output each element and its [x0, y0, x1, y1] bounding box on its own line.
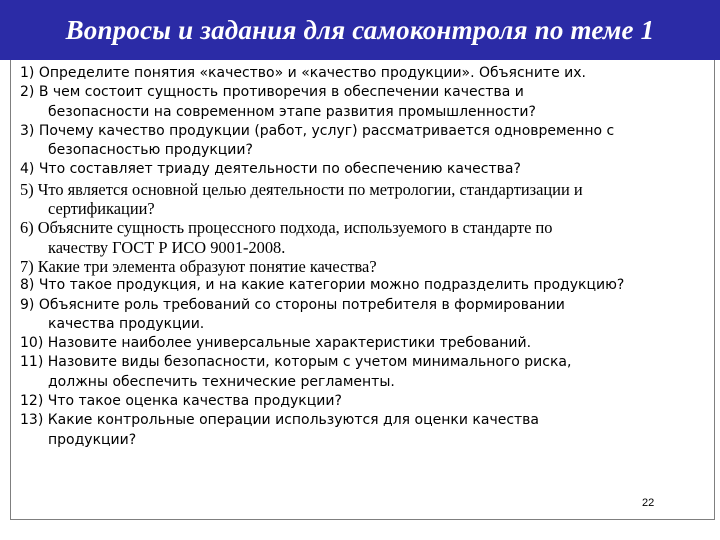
question-item: 2) В чем состоит сущность противоречия в обеспечении качества и безопасности на современном этапе развития промышленности?	[20, 84, 536, 120]
question-item: 9) Объясните роль требований со стороны потребителя в формировании качества продукции.	[20, 296, 565, 332]
question-item: 13) Какие контрольные операции используются для оценки качества продукции?	[20, 412, 540, 448]
question-item: 10) Назовите наиболее универсальные характеристики требований.	[20, 335, 532, 352]
question-item: 6) Объясните сущность процессного подхода, используемого в стандарте по качеству ГОСТ Р ИСО 9001-2008.	[20, 218, 553, 257]
question-item: 4) Что составляет триаду деятельности по обеспечению качества?	[20, 161, 521, 178]
question-item: 1) Определите понятия «качество» и «качество продукции». Объясните их.	[20, 65, 586, 81]
question-item: 11) Назовите виды безопасности, которым с учетом минимального риска, должны обеспечить технические регламенты.	[20, 354, 572, 390]
question-item: 7) Какие три элемента образуют понятие качества?	[20, 256, 377, 276]
question-list	[20, 64, 710, 450]
question-item: 5) Что является основной целью деятельности по метрологии, стандартизации и сертификации?	[20, 179, 583, 219]
slide-title: Вопросы и задания для самоконтроля по теме 1	[65, 14, 655, 45]
page-number: 22	[642, 497, 655, 509]
question-item: 3) Почему качество продукции (работ, услуг) рассматривается одновременно с безопасностью продукции?	[20, 122, 615, 159]
question-item: 8) Что такое продукция, и на какие категории можно подразделить продукцию?	[20, 277, 625, 294]
question-item: 12) Что такое оценка качества продукции?	[20, 393, 342, 410]
title-bar	[0, 0, 720, 60]
